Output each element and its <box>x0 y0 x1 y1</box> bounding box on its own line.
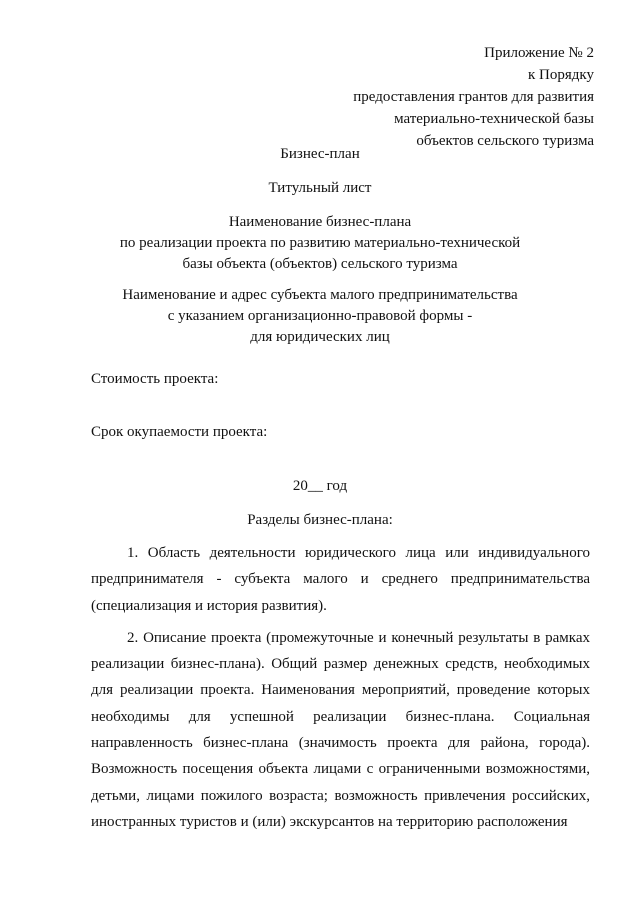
subject-line: Наименование и адрес субъекта малого предпринимательства <box>122 287 518 303</box>
subtitle-text: Титульный лист <box>268 180 372 196</box>
plan-name-line: Наименование бизнес-плана <box>228 214 412 230</box>
subtitle <box>0 178 640 199</box>
subject-line: с указанием организационно-правовой формы - <box>167 308 473 324</box>
appendix-line: материально-технической базы <box>394 111 594 127</box>
year-line <box>0 476 640 497</box>
doc-title-text: Бизнес-план <box>280 146 360 162</box>
plan-name-line: по реализации проекта по развитию материально-технической <box>119 235 521 251</box>
section-paragraph: 2. Описание проекта (промежуточные и конечный результаты в рамках реализации бизнес-плана). Общий размер денежных средств, необходимых для реализации проекта. Наименования мероприятий, проведение которых необходимы для успешной реализации бизнес-плана. Социальная направленность бизнес-плана (значимость проекта для района, города). Возможность посещения объекта лицами с ограниченными возможностями, детьми, лицами пожилого возраста; возможность привлечения российских, иностранных туристов и (или) экскурсантов на территорию расположения <box>91 629 590 830</box>
subject-block <box>0 285 640 348</box>
appendix-line: предоставления грантов для развития <box>353 89 594 105</box>
subject-line: для юридических лиц <box>250 329 390 345</box>
sections-heading-text: Разделы бизнес-плана: <box>247 512 393 528</box>
section-paragraph: 1. Область деятельности юридического лица или индивидуального предпринимателя - субъекта малого и среднего предпринимательства (специализация и история развития). <box>91 545 590 614</box>
sections-list <box>91 540 590 841</box>
appendix-line: объектов сельского туризма <box>416 133 594 149</box>
year-text: 20__ год <box>292 478 348 494</box>
plan-name-block <box>0 212 640 275</box>
plan-name-line: базы объекта (объектов) сельского туризма <box>182 256 458 272</box>
sections-heading <box>0 510 640 531</box>
appendix-line: к Порядку <box>528 67 594 83</box>
doc-title <box>0 144 640 165</box>
cost-label: Стоимость проекта: <box>91 371 219 387</box>
appendix-header <box>353 42 594 152</box>
payback-label: Срок окупаемости проекта: <box>91 424 268 440</box>
appendix-line: Приложение № 2 <box>484 45 594 61</box>
